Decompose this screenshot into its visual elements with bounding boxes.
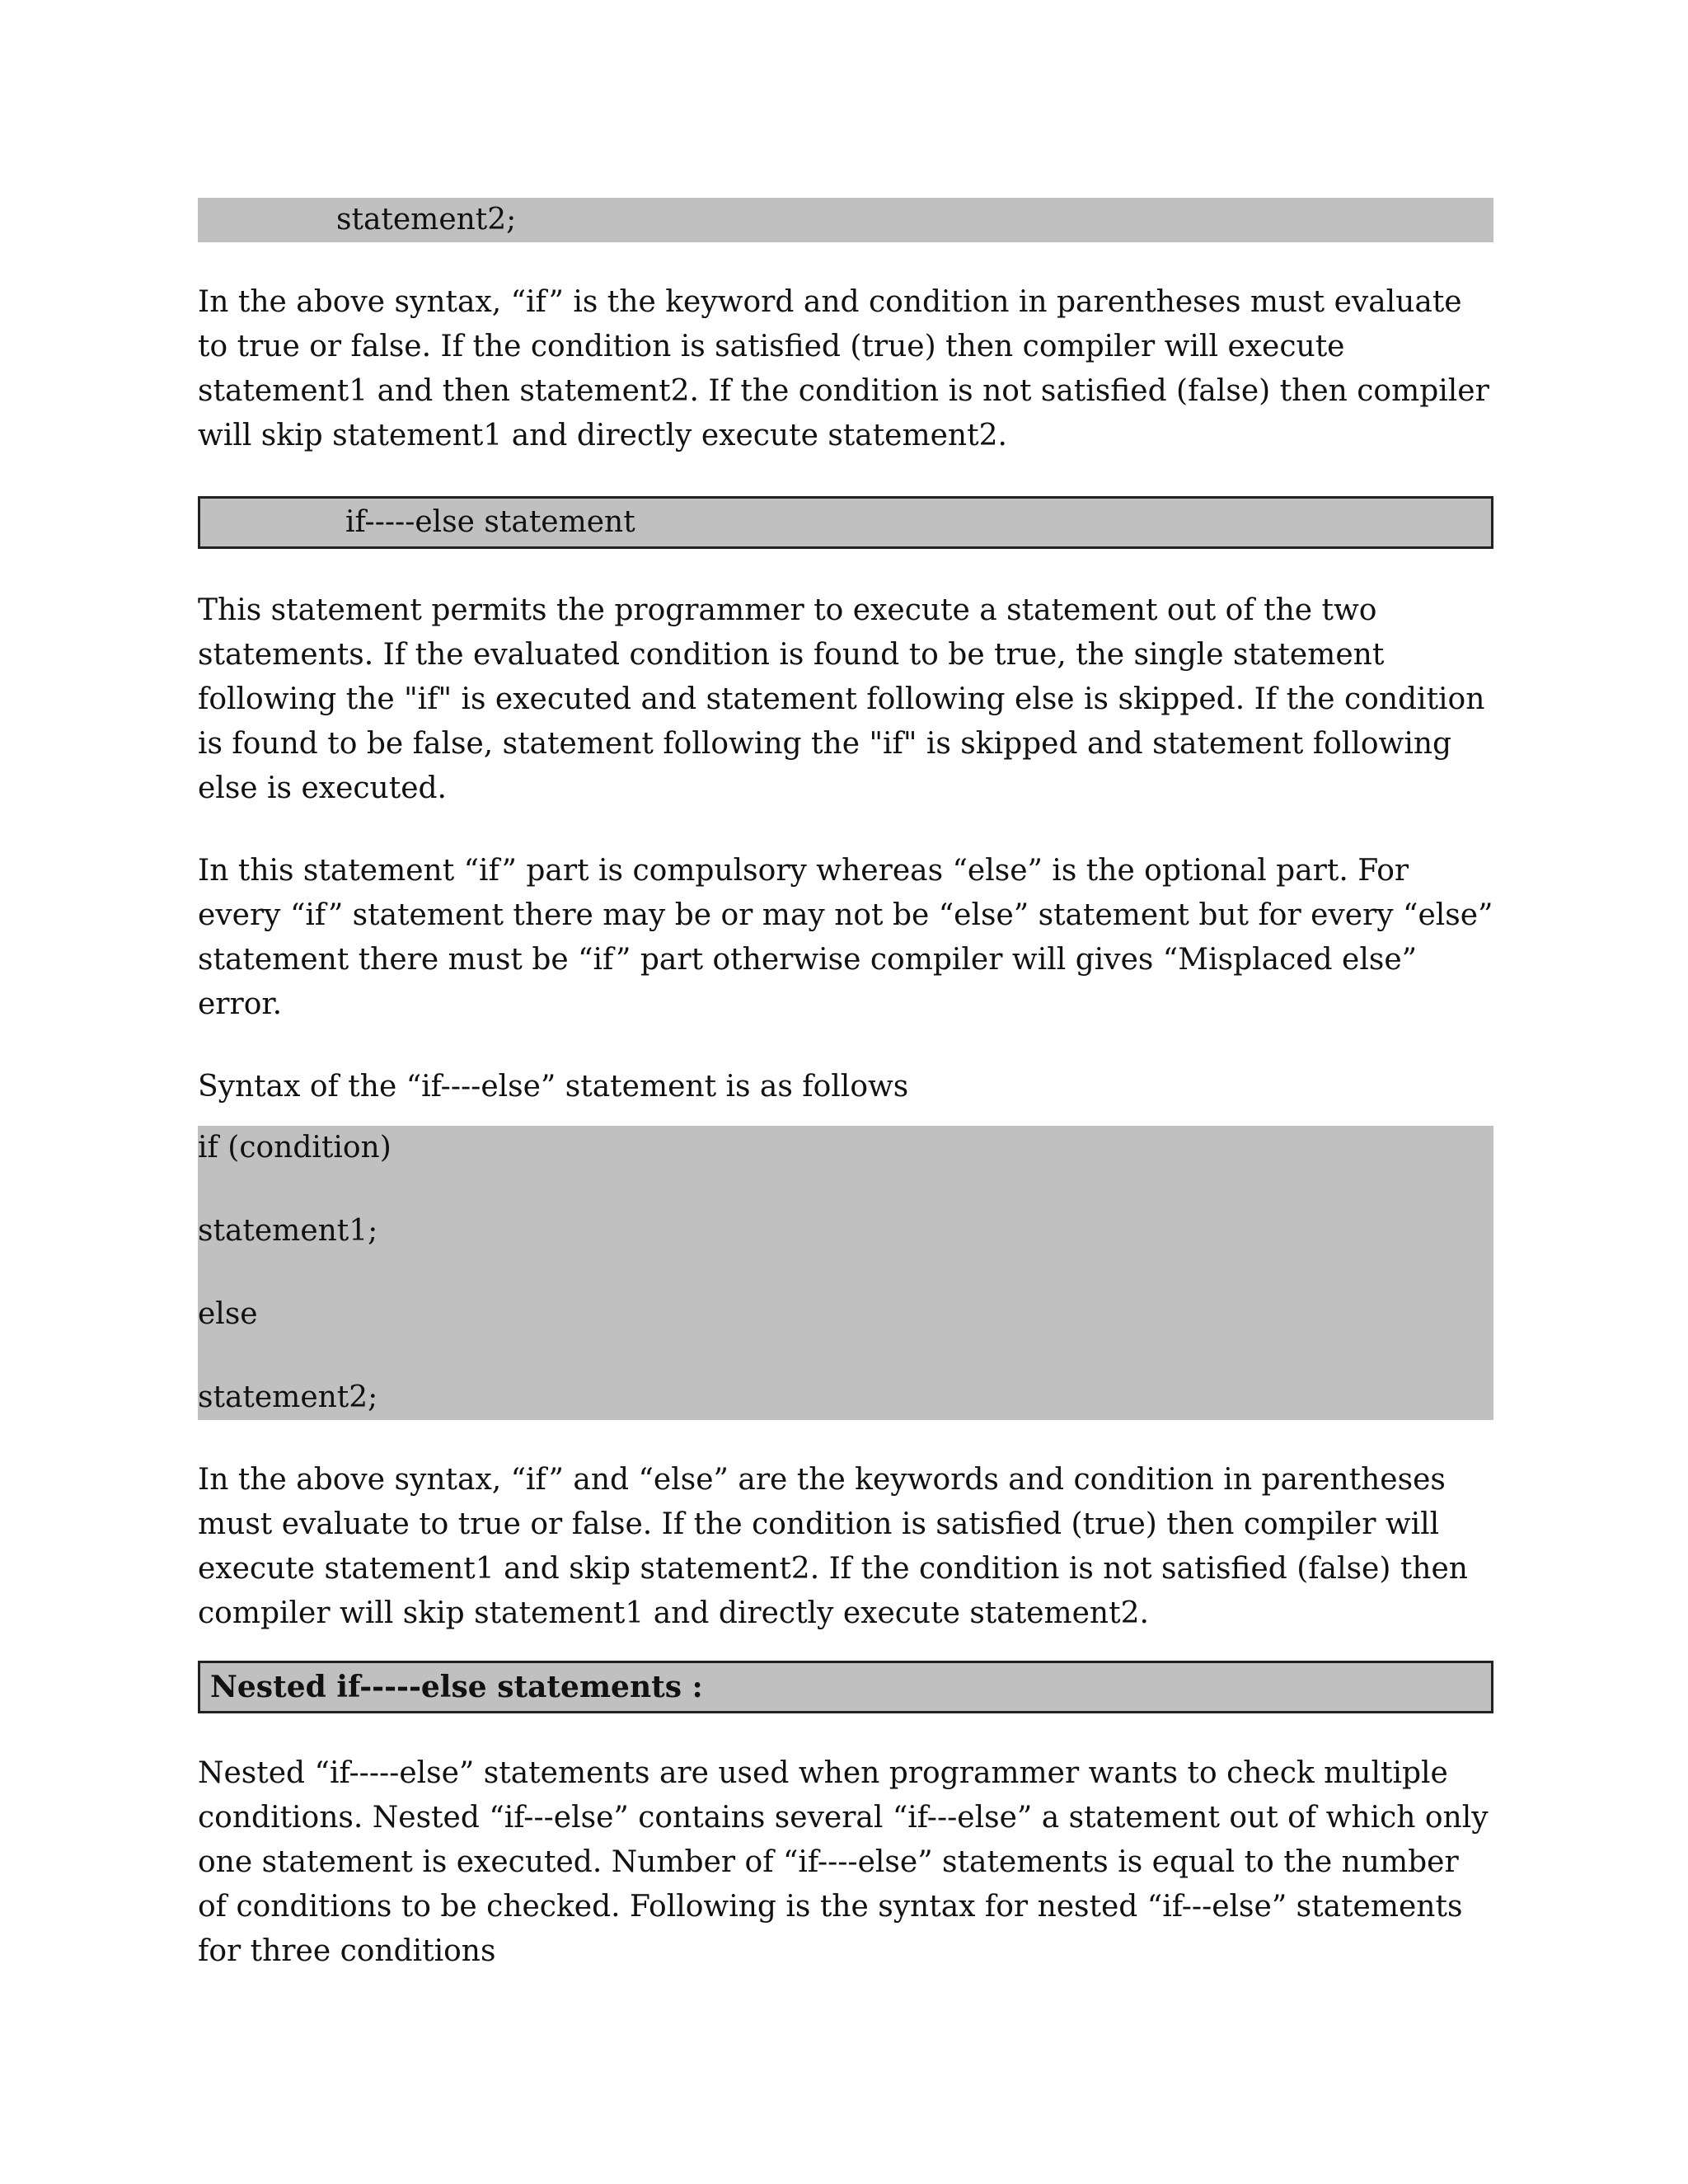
section-heading-nested: Nested if-----else statements : bbox=[198, 1661, 1493, 1713]
paragraph-syntax-intro: Syntax of the “if----else” statement is as follows bbox=[198, 1070, 909, 1104]
code-line-top: statement2; bbox=[198, 198, 1493, 242]
section-heading-if-else: if-----else statement bbox=[198, 496, 1493, 549]
code-line: statement2; bbox=[198, 1380, 378, 1414]
document-page bbox=[198, 198, 1493, 1974]
paragraph-if-explanation: In the above syntax, “if” is the keyword and condition in parentheses must evaluate to true or false. If the condition is satisfied (true) then compiler will execute statement1 and then statement2. If the condition is not satisfied (false) then compiler will skip statement1 and directly execute statement2. bbox=[198, 285, 1489, 452]
code-line: if (condition) bbox=[198, 1131, 392, 1165]
paragraph-nested-intro: Nested “if-----else” statements are used when programmer wants to check multiple conditions. Nested “if---else” contains several “if---else” a statement out of which only one statement is executed. Number of “if----else” statements is equal to the number of conditions to be checked. Following is the syntax for nested “if---else” statements for three conditions bbox=[198, 1756, 1489, 1968]
code-block-if-else bbox=[198, 1126, 1493, 1420]
paragraph-if-else-intro: This statement permits the programmer to execute a statement out of the two statements. If the evaluated condition is found to be true, the single statement following the "if" is executed and statement following else is skipped. If the condition is found to be false, statement following the "if" is skipped and statement following else is executed. bbox=[198, 593, 1485, 805]
paragraph-if-else-explanation: In the above syntax, “if” and “else” are the keywords and condition in parentheses must evaluate to true or false. If the condition is satisfied (true) then compiler will execute statement1 and skip statement2. If the condition is not satisfied (false) then compiler will skip statement1 and directly execute statement2. bbox=[198, 1463, 1468, 1630]
code-line: statement1; bbox=[198, 1214, 378, 1248]
code-line: else bbox=[198, 1297, 258, 1331]
paragraph-if-compulsory: In this statement “if” part is compulsory whereas “else” is the optional part. For every “if” statement there may be or may not be “else” statement but for every “else” statement there must be “if” part otherwise compiler will gives “Misplaced else” error. bbox=[198, 854, 1493, 1021]
